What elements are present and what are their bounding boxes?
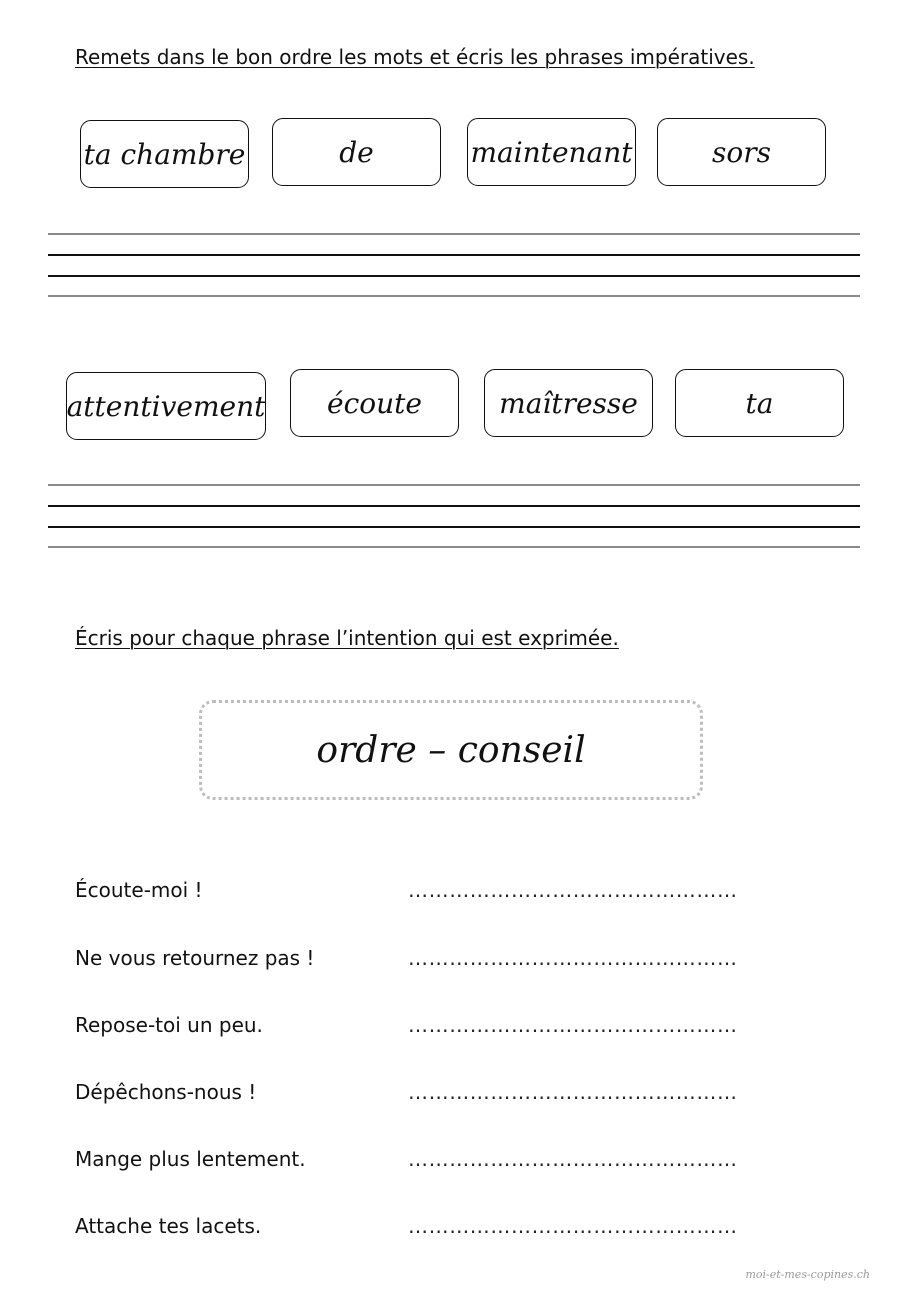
writing-line — [48, 254, 860, 256]
watermark: moi-et-mes-copines.ch — [745, 1268, 870, 1281]
writing-line — [48, 526, 860, 528]
writing-line — [48, 505, 860, 507]
sentence: Attache tes lacets. — [75, 1214, 262, 1238]
word-card: attentivement — [66, 372, 266, 440]
writing-lines-1[interactable] — [48, 233, 860, 297]
word-card: maintenant — [467, 118, 636, 186]
writing-line — [48, 295, 860, 297]
answer-field[interactable]: ………………………………………… — [408, 946, 738, 970]
sentence: Mange plus lentement. — [75, 1147, 306, 1171]
word-card: écoute — [290, 369, 459, 437]
writing-line — [48, 275, 860, 277]
exercise-2-instruction: Écris pour chaque phrase l’intention qui est exprimée. — [75, 626, 619, 650]
word-card: sors — [657, 118, 826, 186]
word-card: maîtresse — [484, 369, 653, 437]
answer-field[interactable]: ………………………………………… — [408, 1214, 738, 1238]
writing-line — [48, 484, 860, 486]
answer-field[interactable]: ………………………………………… — [408, 1147, 738, 1171]
intent-choices-box: ordre – conseil — [199, 700, 703, 800]
word-card: ta chambre — [80, 120, 249, 188]
answer-field[interactable]: ………………………………………… — [408, 1080, 738, 1104]
writing-line — [48, 546, 860, 548]
word-card: de — [272, 118, 441, 186]
word-card: ta — [675, 369, 844, 437]
writing-lines-2[interactable] — [48, 484, 860, 548]
sentence: Ne vous retournez pas ! — [75, 946, 315, 970]
sentence: Dépêchons-nous ! — [75, 1080, 257, 1104]
exercise-1-instruction: Remets dans le bon ordre les mots et écris les phrases impératives. — [75, 45, 755, 69]
answer-field[interactable]: ………………………………………… — [408, 1013, 738, 1037]
sentence: Repose-toi un peu. — [75, 1013, 263, 1037]
writing-line — [48, 233, 860, 235]
answer-field[interactable]: ………………………………………… — [408, 878, 738, 902]
sentence: Écoute-moi ! — [75, 878, 203, 902]
